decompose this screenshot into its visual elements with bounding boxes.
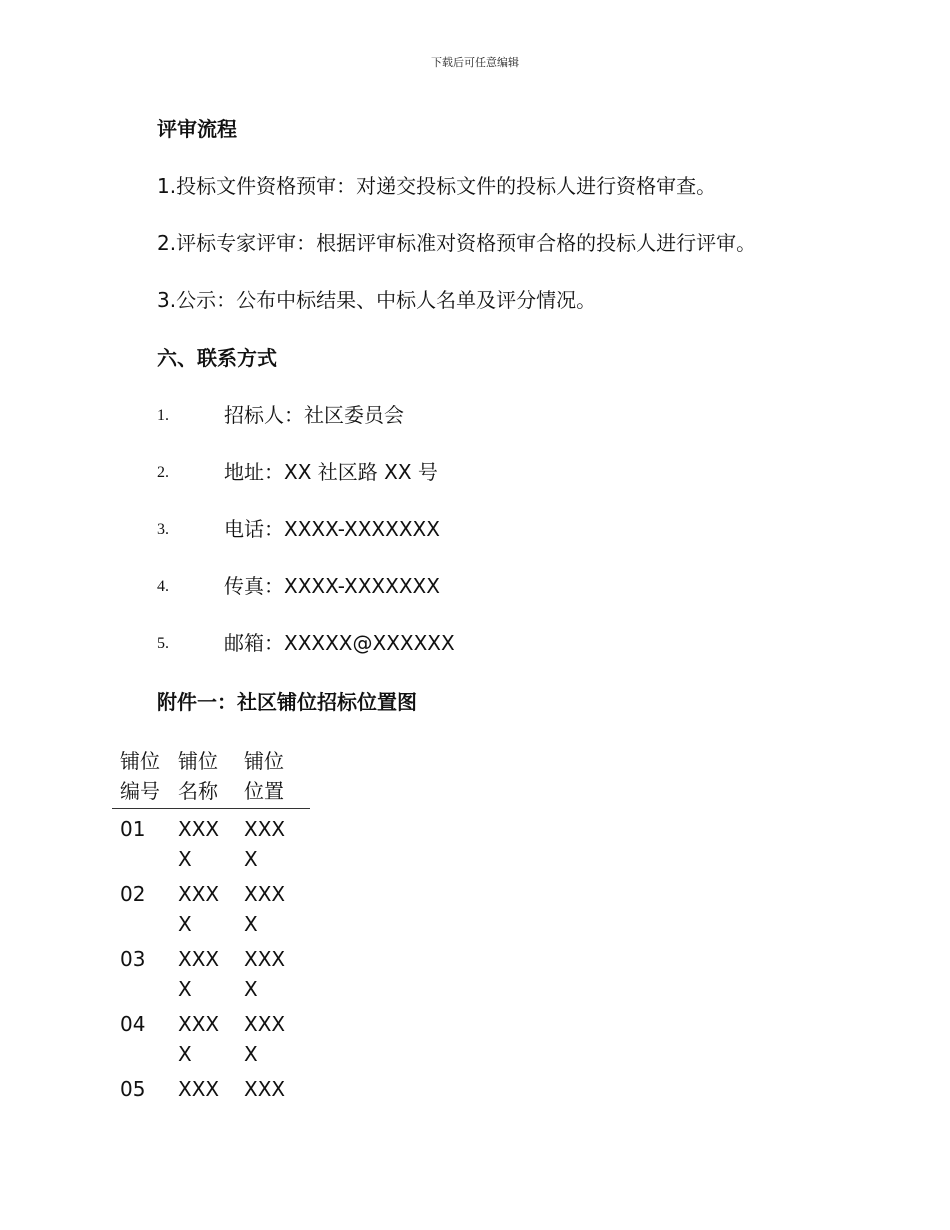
stall-location-cell: XXX (244, 1077, 286, 1101)
stall-name-cell: XXXX (178, 882, 220, 936)
stall-location-cell: XXXX (244, 1012, 286, 1066)
list-number: 1. (157, 407, 169, 424)
list-number: 3. (157, 521, 169, 538)
stall-number-cell: 02 (120, 882, 146, 906)
page-header: 下载后可任意编辑 (431, 56, 519, 69)
stall-name-cell: XXX (178, 1077, 220, 1101)
contact-email: 邮箱：XXXXX@XXXXXX (224, 631, 455, 655)
table-row (112, 1069, 310, 1104)
table-row (112, 939, 310, 1004)
review-step-3: 3.公示：公布中标结果、中标人名单及评分情况。 (157, 288, 597, 312)
stall-location-cell: XXXX (244, 817, 286, 871)
stall-number-cell: 03 (120, 947, 146, 971)
stall-number-cell: 05 (120, 1077, 146, 1101)
column-header-stall-number: 铺位编号 (112, 746, 178, 809)
contact-item (157, 515, 657, 543)
column-header-stall-location: 铺位位置 (244, 746, 310, 809)
contact-item (157, 458, 657, 486)
stall-name-cell: XXXX (178, 817, 220, 871)
list-number: 5. (157, 635, 169, 652)
stall-table (112, 746, 310, 1104)
stall-location-cell: XXXX (244, 947, 286, 1001)
attachment-title: 附件一：社区铺位招标位置图 (157, 690, 417, 714)
list-number: 2. (157, 464, 169, 481)
contact-section-title: 六、联系方式 (157, 346, 277, 370)
stall-number-cell: 04 (120, 1012, 146, 1036)
contact-fax: 传真：XXXX-XXXXXXX (224, 574, 440, 598)
stall-name-cell: XXXX (178, 1012, 220, 1066)
contact-item (157, 572, 657, 600)
list-number: 4. (157, 578, 169, 595)
table-row (112, 1004, 310, 1069)
contact-phone: 电话：XXXX-XXXXXXX (224, 517, 440, 541)
contact-item (157, 629, 657, 657)
table-row (112, 809, 310, 875)
stall-location-cell: XXXX (244, 882, 286, 936)
stall-name-cell: XXXX (178, 947, 220, 1001)
review-step-2: 2.评标专家评审：根据评审标准对资格预审合格的投标人进行评审。 (157, 231, 757, 255)
stall-number-cell: 01 (120, 817, 146, 841)
table-row (112, 874, 310, 939)
contact-tenderer: 招标人：社区委员会 (224, 403, 404, 427)
review-process-title: 评审流程 (157, 117, 237, 141)
contact-address: 地址：XX 社区路 XX 号 (224, 460, 438, 484)
review-step-1: 1.投标文件资格预审：对递交投标文件的投标人进行资格审查。 (157, 174, 717, 198)
contact-item (157, 401, 657, 429)
table-header-row (112, 746, 310, 809)
column-header-stall-name: 铺位名称 (178, 746, 244, 809)
